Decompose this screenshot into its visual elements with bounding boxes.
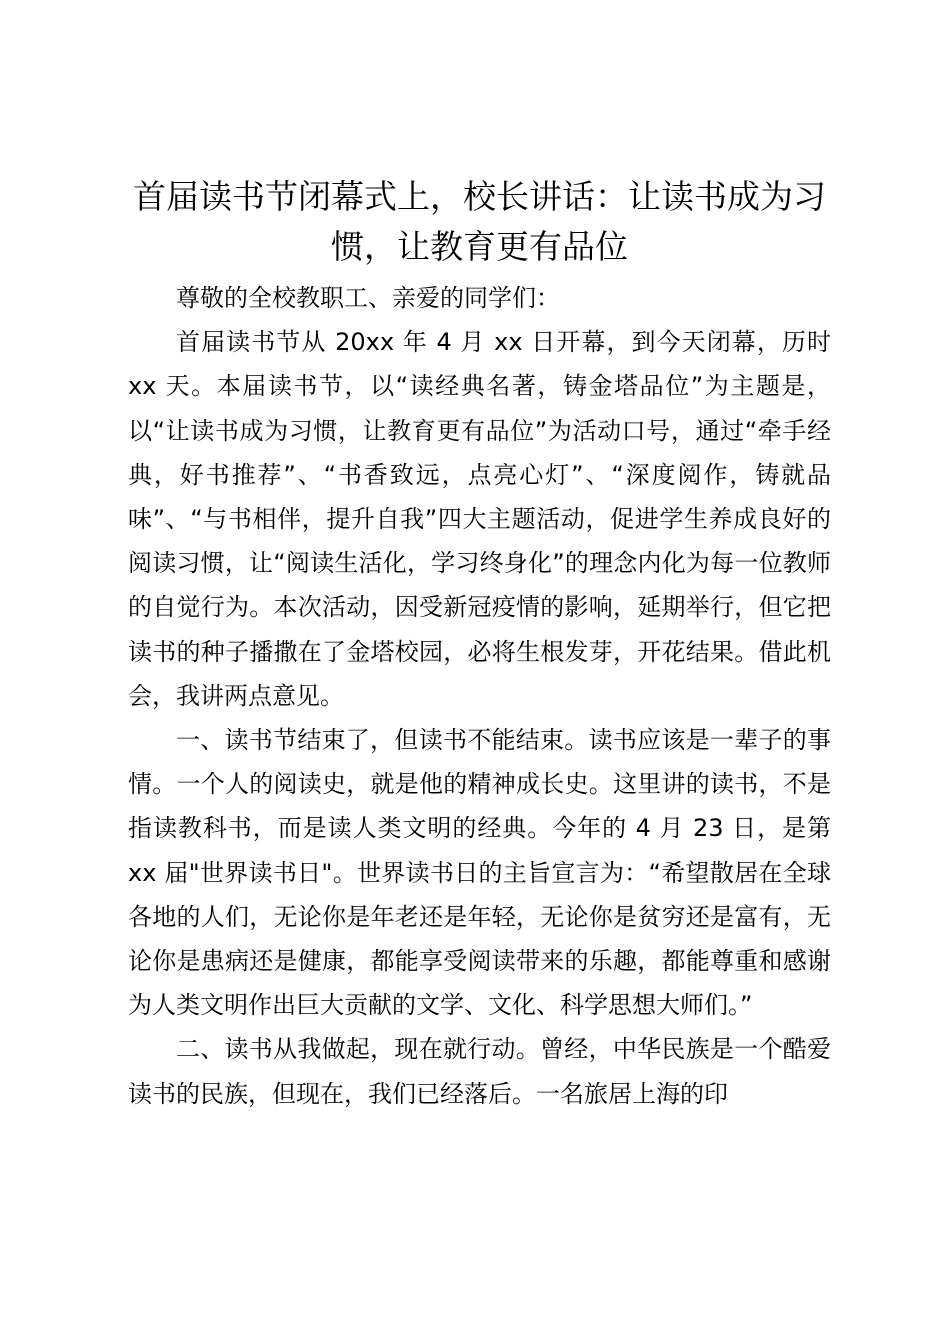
paragraph-intro: 首届读书节从 20xx 年 4 月 xx 日开幕，到今天闭幕，历时 xx 天。本届读书节，以“读经典名著，铸金塔品位”为主题是，以“让读书成为习惯，让教育更有品位”为活动口号，通过“牵手经典，好书推荐”、“书香致远，点亮心灯”、“深度阅作，铸就品味”、“与书相伴，提升自我”四大主题活动，促进学生养成良好的阅读习惯，让“阅读生活化，学习终身化”的理念内化为每一位教师的自觉行为。本次活动，因受新冠疫情的影响，延期举行，但它把读书的种子播撒在了金塔校园，必将生根发芽，开花结果。借此机会，我讲两点意见。 (128, 328, 831, 710)
document-page (128, 172, 831, 1116)
document-title: 首届读书节闭幕式上，校长讲话：让读书成为习惯，让教育更有品位 (133, 177, 826, 266)
paragraph-point-two: 二、读书从我做起，现在就行动。曾经，中华民族是一个酷爱读书的民族，但现在，我们已经落后。一名旅居上海的印 (128, 1035, 831, 1108)
salutation: 尊敬的全校教职工、亲爱的同学们： (176, 284, 560, 312)
paragraph-point-one: 一、读书节结束了，但读书不能结束。读书应该是一辈子的事情。一个人的阅读史，就是他的精神成长史。这里讲的读书，不是指读教科书，而是读人类文明的经典。今年的 4 月 23 日，是第 xx 届"世界读书日"。世界读书日的主旨宣言为：“希望散居在全球各地的人们，无论你是年老还是年轻，无论你是贫穷还是富有，无论你是患病还是健康，都能享受阅读带来的乐趣，都能尊重和感谢为人类文明作出巨大贡献的文学、文化、科学思想大师们。” (128, 726, 831, 1020)
